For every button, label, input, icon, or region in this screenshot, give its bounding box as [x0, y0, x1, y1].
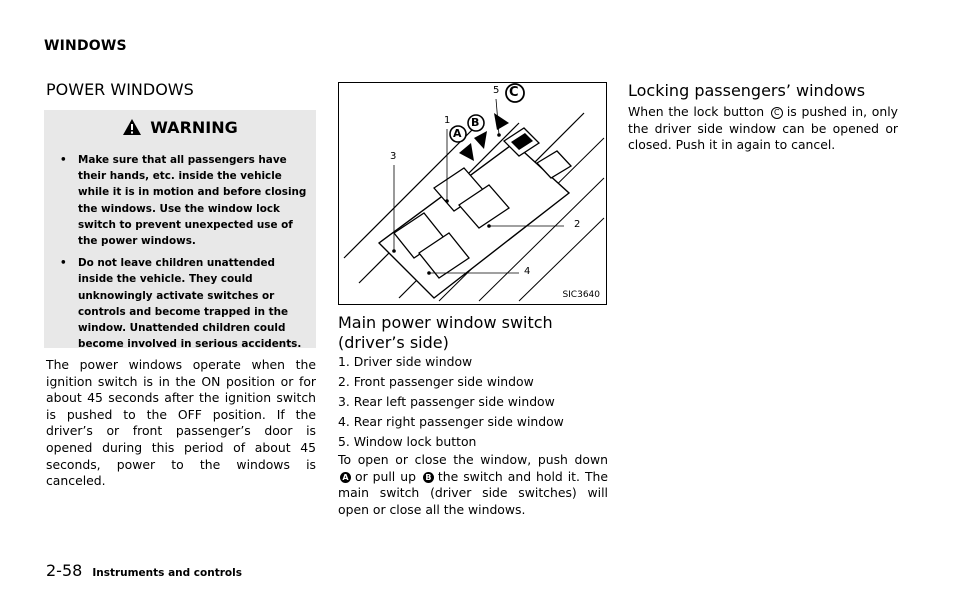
marker-b-icon: B	[423, 472, 434, 483]
page-number: 2-58	[46, 561, 83, 580]
callout-3: 3	[390, 151, 397, 162]
switch-section-title: Main power window switch (driver’s side)	[338, 313, 553, 352]
locking-section-title: Locking passengers’ windows	[628, 81, 866, 100]
callout-4: 4	[524, 266, 531, 277]
switch-legend-list	[338, 352, 608, 452]
operation-paragraph	[338, 452, 608, 518]
legend-item: 3. Rear left passenger side window	[338, 394, 555, 409]
warning-item-text: Make sure that all passengers have their hands, etc. inside the vehicle while it is in motion and before closing the windows. Use the window lock switch to prevent unexpected use of the power windows.	[78, 154, 307, 248]
callout-A: A	[453, 127, 462, 140]
figure-code: SIC3640	[562, 290, 600, 300]
warning-list	[60, 152, 308, 358]
legend-item: 4. Rear right passenger side window	[338, 414, 564, 429]
legend-item: 5. Window lock button	[338, 434, 477, 449]
legend-item: 1. Driver side window	[338, 354, 473, 369]
warning-item: • Do not leave children unattended inside the vehicle. They could unknowingly activate switches or controls and become trapped in the window. Unattended children could become involved in serious accidents.	[60, 257, 302, 351]
footer-section: Instruments and controls	[92, 567, 242, 579]
locking-text: When the lock button	[628, 104, 765, 119]
legend-item: 2. Front passenger side window	[338, 374, 534, 389]
callout-5: 5	[493, 85, 500, 96]
section-header: WINDOWS	[44, 38, 127, 54]
operation-text: or pull up	[355, 468, 416, 484]
page-footer	[46, 561, 242, 580]
switch-illustration	[338, 82, 607, 305]
warning-heading	[44, 118, 316, 137]
operation-text: the switch and hold it. The main switch (driver side switches) will open or close all the windows.	[338, 468, 608, 517]
warning-heading-text: WARNING	[150, 118, 238, 137]
locking-text: is pushed in, only the driver side window can be opened or closed. Push it in again to cancel.	[628, 104, 898, 153]
locking-paragraph	[628, 104, 898, 154]
callout-1: 1	[444, 115, 451, 126]
section-title: POWER WINDOWS	[46, 80, 194, 99]
callout-B: B	[471, 116, 480, 129]
warning-item: • Make sure that all passengers have their hands, etc. inside the vehicle while it is in motion and before closing the windows. Use the window lock switch to prevent unexpected use of the power windows.	[60, 154, 307, 248]
operation-text: To open or close the window, push down	[338, 452, 608, 467]
callout-C: C	[509, 85, 519, 100]
warning-item-text: Do not leave children unattended inside the vehicle. They could unknowingly activate switches or controls and become trapped in the window. Unattended children could become involved in serious accidents.	[78, 257, 302, 351]
marker-a-icon: A	[340, 472, 351, 483]
callout-2: 2	[574, 219, 581, 230]
intro-paragraph: The power windows operate when the ignition switch is in the ON position or for about 45 seconds after the ignition switch is pushed to the OFF position. If the driver’s or front passenger’s door is opened during this period of about 45 seconds, power to the windows is canceled.	[46, 357, 316, 489]
warning-box	[44, 110, 316, 351]
marker-c-icon: C	[771, 107, 783, 119]
warning-triangle-icon	[122, 118, 142, 136]
